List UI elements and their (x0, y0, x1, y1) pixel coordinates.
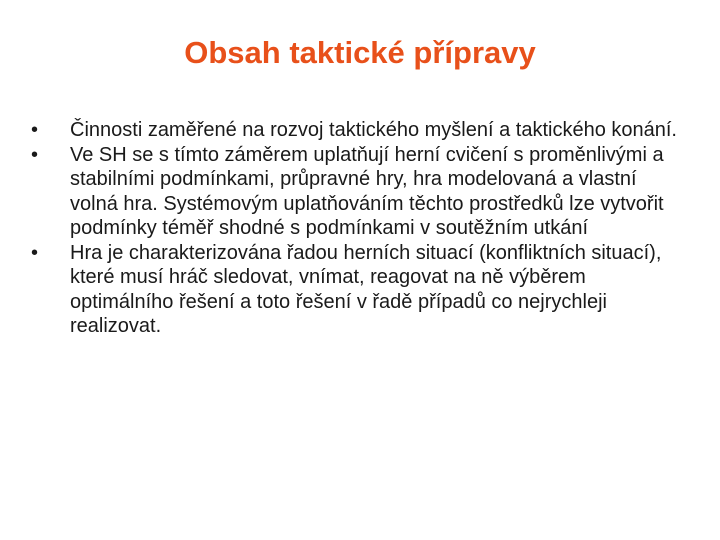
list-item-text: Ve SH se s tímto záměrem uplatňují herní cvičení s proměnlivými a stabilními podmínkami, průpravné hry, hra modelovaná a vlastní volná hra. Systémovým uplatňováním těchto prostředků lze vytvořit podmínky téměř shodné s podmínkami v soutěžním utkání (70, 143, 664, 239)
slide-title: Obsah taktické přípravy (184, 35, 536, 70)
list-item-text: Hra je charakterizována řadou herních situací (konfliktních situací), které musí hráč sledovat, vnímat, reagovat na ně výběrem optimálního řešení a toto řešení v řadě případů co nejrychleji realizovat. (70, 241, 662, 337)
list-item (28, 143, 688, 241)
bullet-marker: • (31, 119, 39, 141)
list-item (28, 118, 688, 143)
list-item (28, 241, 688, 339)
bullet-marker: • (31, 241, 39, 264)
list-item-text: Činnosti zaměřené na rozvoj taktického myšlení a taktického konání. (70, 119, 677, 141)
bullet-list (28, 118, 688, 339)
bullet-marker: • (31, 143, 39, 166)
